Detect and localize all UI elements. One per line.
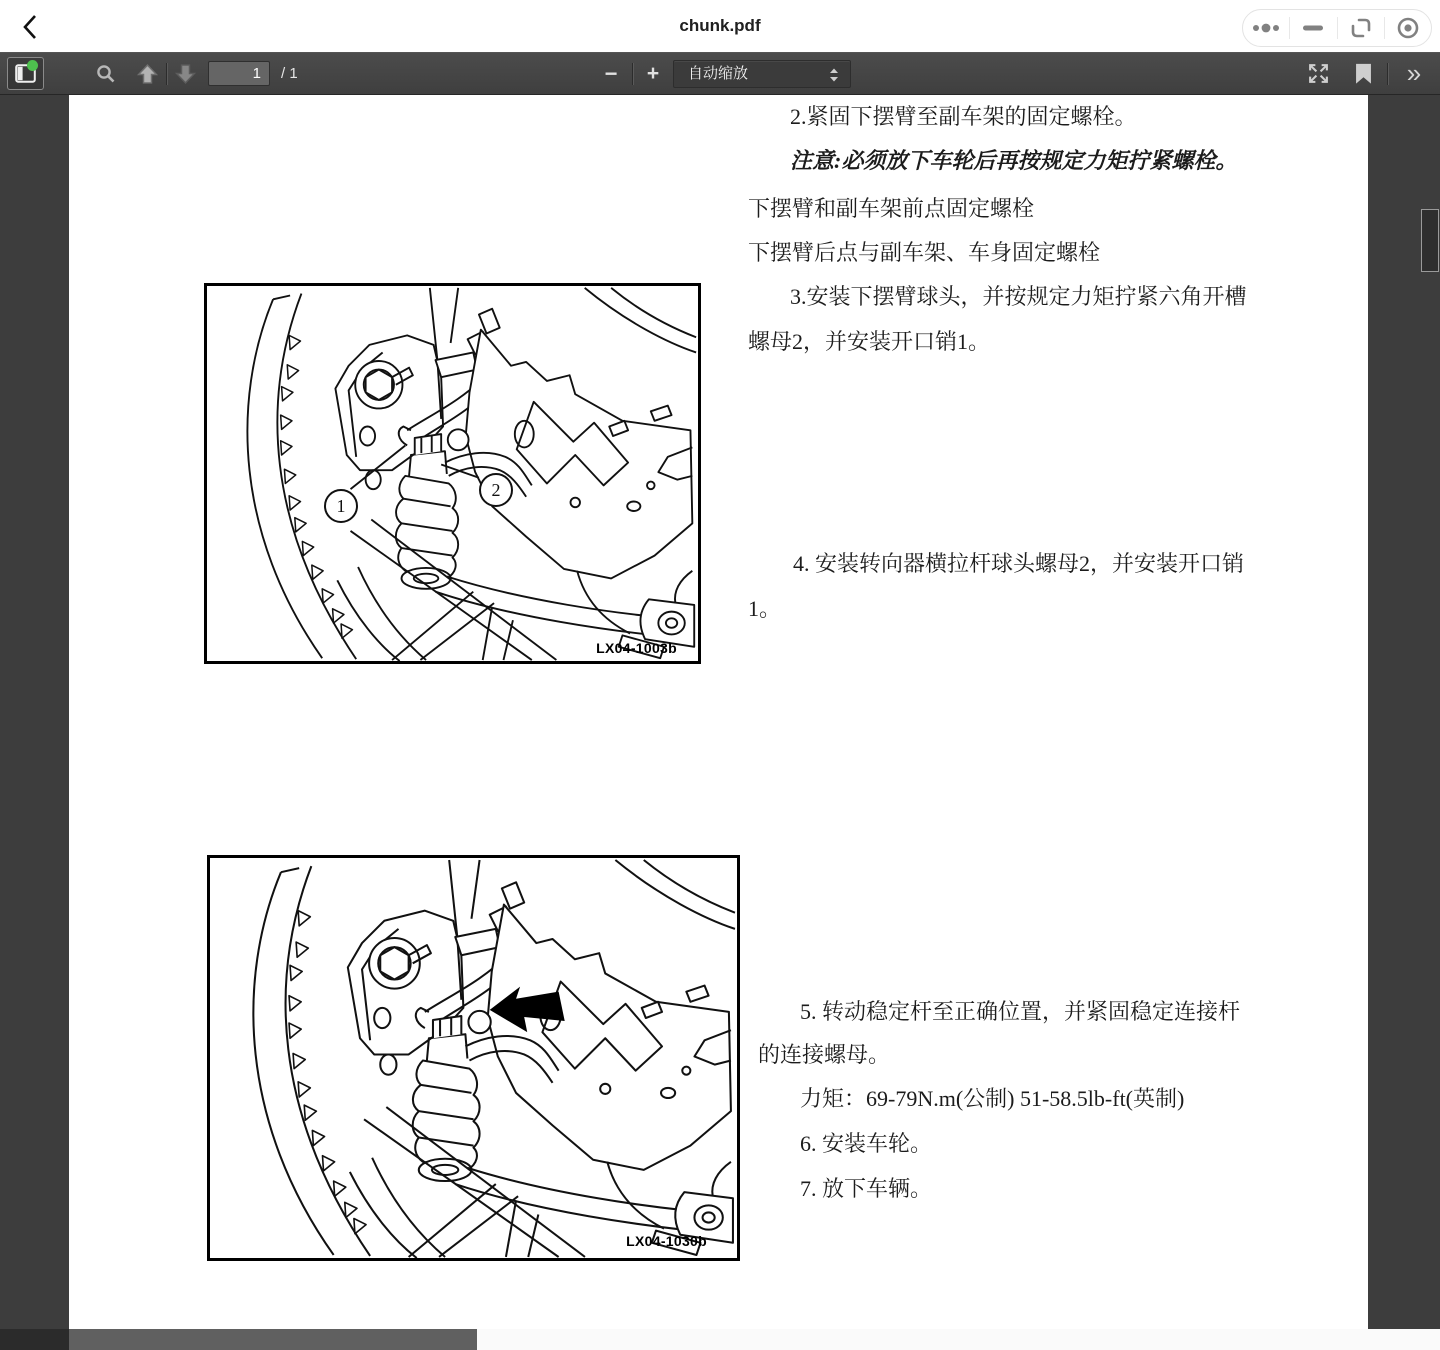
more-button[interactable] [1243, 10, 1289, 46]
doc-line: 的连接螺母。 [758, 1042, 891, 1067]
restore-button[interactable] [1338, 10, 1384, 46]
toolbar-divider [166, 63, 167, 85]
select-arrows-icon [826, 67, 842, 83]
toolbar-divider [632, 63, 633, 85]
doc-line: 6. 安装车轮。 [800, 1131, 933, 1156]
target-button[interactable] [1385, 10, 1431, 46]
target-icon [1396, 16, 1420, 40]
toolbar-overflow-button[interactable]: » [1396, 56, 1432, 90]
zoom-mode-value: 自动缩放 [688, 65, 749, 82]
doc-line: 1。 [748, 596, 782, 621]
doc-line: 2.紧固下摆臂至副车架的固定螺栓。 [790, 104, 1137, 129]
page-number-input[interactable] [208, 61, 270, 86]
vertical-scrollbar-thumb[interactable] [1421, 209, 1439, 272]
pdf-viewer [0, 95, 1440, 1350]
pdf-toolbar [0, 52, 1440, 95]
search-button[interactable] [92, 60, 120, 88]
bookmark-button[interactable] [1350, 60, 1376, 87]
figure-label: LX04-1003b [596, 640, 677, 656]
doc-line: 3.安装下摆臂球头，并按规定力矩拧紧六角开槽 [790, 284, 1247, 309]
doc-line: 下摆臂后点与副车架、车身固定螺栓 [748, 240, 1101, 265]
callout-2-badge: 2 [479, 473, 513, 507]
page-up-icon [137, 63, 158, 85]
doc-line: 螺母2，并安装开口销1。 [748, 329, 991, 354]
callout-1-badge: 1 [324, 489, 358, 523]
figure-lx04-1003b [204, 283, 701, 664]
next-page-button[interactable] [172, 62, 198, 86]
page-down-icon [175, 63, 196, 85]
suspension-diagram [210, 858, 737, 1258]
more-icon [1252, 22, 1280, 34]
suspension-diagram [207, 286, 698, 661]
doc-line: 力矩：69-79N.m(公制) 51-58.5lb-ft(英制) [800, 1086, 1185, 1111]
zoom-out-button[interactable]: − [597, 60, 625, 87]
window-capsule [1242, 9, 1432, 47]
notification-dot [27, 60, 38, 71]
doc-line: 4. 安装转向器横拉杆球头螺母2，并安装开口销 [793, 551, 1245, 576]
zoom-mode-select[interactable] [673, 60, 851, 88]
bookmark-icon [1355, 63, 1372, 85]
horizontal-scrollbar[interactable] [0, 1329, 1440, 1350]
figure-label: LX04-1030b [626, 1233, 707, 1249]
doc-line: 7. 放下车辆。 [800, 1176, 933, 1201]
doc-line: 下摆臂和副车架前点固定螺栓 [748, 196, 1035, 221]
zoom-in-button[interactable]: + [639, 60, 667, 87]
minimize-button[interactable] [1290, 10, 1336, 46]
doc-note-line: 注意:必须放下车轮后再按规定力矩拧紧螺栓。 [790, 148, 1238, 173]
restore-icon [1350, 17, 1372, 39]
presentation-mode-button[interactable] [1304, 60, 1332, 87]
title-bar [0, 0, 1440, 52]
sidebar-toggle-button[interactable] [7, 57, 44, 90]
horizontal-scrollbar-thumb[interactable] [69, 1329, 477, 1350]
search-icon [95, 63, 117, 85]
fullscreen-icon [1307, 62, 1330, 85]
doc-line: 5. 转动稳定杆至正确位置，并紧固稳定连接杆 [800, 999, 1241, 1024]
page-count-label: / 1 [281, 65, 298, 82]
previous-page-button[interactable] [134, 62, 160, 86]
pdf-page [69, 95, 1368, 1329]
scrollbar-corner [0, 1329, 69, 1350]
minimize-icon [1302, 24, 1324, 32]
toolbar-divider [1387, 63, 1388, 85]
window-title: chunk.pdf [679, 16, 761, 35]
figure-lx04-1030b [207, 855, 740, 1261]
